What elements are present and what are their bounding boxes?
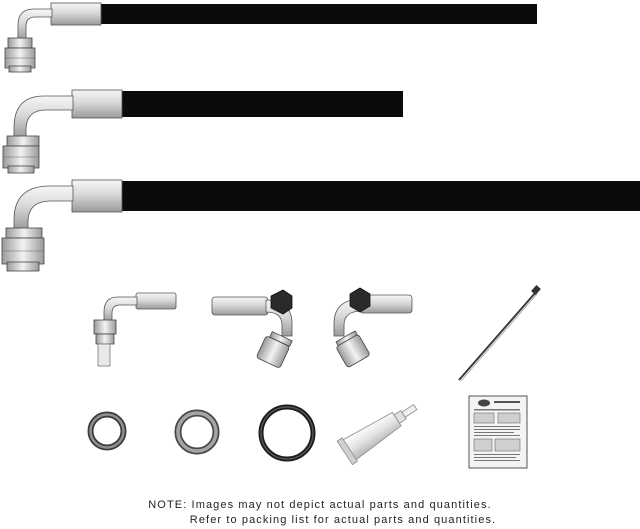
instruction-sheet [469,396,527,468]
crimp-ferrule-medium [72,90,122,118]
disclaimer-line-1: NOTE: Images may not depict actual parts and quantities. [148,499,492,511]
crimp-ferrule-large [72,180,122,212]
fitting-elbow-with-valve-2 [334,288,412,368]
cable-tie [459,285,541,381]
disclaimer-line-2: Refer to packing list for actual parts and quantities. [189,514,497,526]
hose-small [101,4,537,24]
hose-assembly-large [2,180,640,271]
elbow-tube-medium [14,96,73,138]
hose-assembly-small [5,3,537,72]
o-ring-medium [178,413,216,451]
fitting-elbow-straight [94,293,176,366]
crimp-ferrule-small [51,3,101,25]
hose-large [121,181,640,211]
hose-assembly-medium [3,90,403,173]
lubricant-tube [337,395,423,464]
o-ring-large [261,407,313,459]
fitting-elbow-with-valve [212,290,292,368]
hose-medium [121,91,403,117]
nut-upper-small [8,38,32,48]
elbow-tube-small [18,9,52,40]
o-ring-small [91,415,124,448]
elbow-tube-large [14,186,73,230]
